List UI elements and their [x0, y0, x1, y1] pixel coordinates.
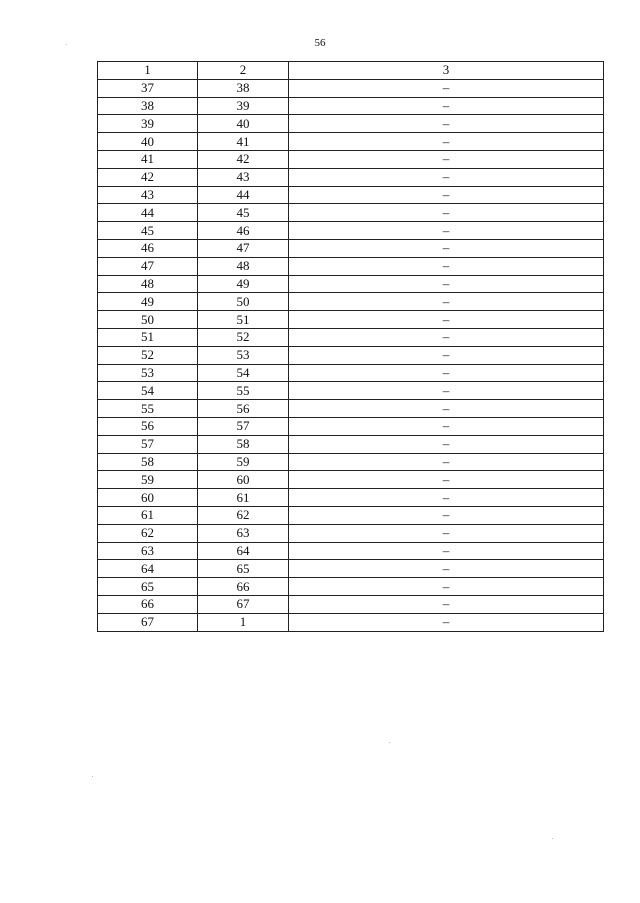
table-cell-col-3: – [289, 168, 604, 186]
table-row [98, 560, 604, 578]
table-cell-col-1: 38 [98, 97, 198, 115]
table-cell-col-2: 61 [198, 489, 289, 507]
table-cell-col-2: 45 [198, 204, 289, 222]
table-cell-col-3: – [289, 382, 604, 400]
table-cell-col-2: 64 [198, 542, 289, 560]
table-cell-col-1: 37 [98, 79, 198, 97]
column-header-2: 2 [198, 62, 289, 80]
table-row [98, 133, 604, 151]
table-row [98, 257, 604, 275]
table-cell-col-1: 64 [98, 560, 198, 578]
table-row [98, 346, 604, 364]
table-cell-col-3: – [289, 435, 604, 453]
table-cell-col-1: 50 [98, 311, 198, 329]
table-cell-col-2: 62 [198, 506, 289, 524]
table-cell-col-2: 59 [198, 453, 289, 471]
table-row [98, 364, 604, 382]
table-cell-col-2: 46 [198, 222, 289, 240]
table-cell-col-1: 45 [98, 222, 198, 240]
table-cell-col-2: 42 [198, 150, 289, 168]
table-cell-col-2: 60 [198, 471, 289, 489]
table-body [98, 79, 604, 631]
table-cell-col-2: 54 [198, 364, 289, 382]
table-row [98, 222, 604, 240]
table-cell-col-3: – [289, 595, 604, 613]
table-cell-col-1: 63 [98, 542, 198, 560]
table-cell-col-3: – [289, 400, 604, 418]
table-cell-col-1: 52 [98, 346, 198, 364]
table-cell-col-1: 44 [98, 204, 198, 222]
table-cell-col-3: – [289, 222, 604, 240]
table-cell-col-2: 41 [198, 133, 289, 151]
table-cell-col-3: – [289, 613, 604, 631]
table-cell-col-3: – [289, 328, 604, 346]
table-row [98, 595, 604, 613]
table-cell-col-2: 40 [198, 115, 289, 133]
table-cell-col-2: 67 [198, 595, 289, 613]
table-row [98, 168, 604, 186]
table-cell-col-2: 43 [198, 168, 289, 186]
table-cell-col-2: 44 [198, 186, 289, 204]
table-cell-col-3: – [289, 204, 604, 222]
table-cell-col-1: 59 [98, 471, 198, 489]
table-row [98, 97, 604, 115]
table-cell-col-2: 53 [198, 346, 289, 364]
table-row [98, 79, 604, 97]
table-cell-col-2: 52 [198, 328, 289, 346]
table-cell-col-3: – [289, 524, 604, 542]
scan-speck [552, 838, 553, 839]
table-cell-col-1: 41 [98, 150, 198, 168]
table-cell-col-1: 43 [98, 186, 198, 204]
table-cell-col-1: 58 [98, 453, 198, 471]
table-cell-col-1: 60 [98, 489, 198, 507]
table-cell-col-1: 46 [98, 239, 198, 257]
table-cell-col-1: 67 [98, 613, 198, 631]
table-row [98, 613, 604, 631]
table-cell-col-2: 1 [198, 613, 289, 631]
table-cell-col-1: 56 [98, 417, 198, 435]
table-cell-col-1: 48 [98, 275, 198, 293]
table-cell-col-3: – [289, 506, 604, 524]
table-cell-col-2: 48 [198, 257, 289, 275]
table-cell-col-2: 49 [198, 275, 289, 293]
table-header-row [98, 62, 604, 80]
table-row [98, 471, 604, 489]
table-cell-col-2: 39 [198, 97, 289, 115]
table-cell-col-3: – [289, 578, 604, 596]
table-cell-col-1: 40 [98, 133, 198, 151]
table-cell-col-2: 66 [198, 578, 289, 596]
table-cell-col-2: 56 [198, 400, 289, 418]
table-cell-col-2: 63 [198, 524, 289, 542]
table-cell-col-2: 38 [198, 79, 289, 97]
table-cell-col-3: – [289, 560, 604, 578]
page-number: 56 [314, 37, 326, 49]
table-cell-col-1: 61 [98, 506, 198, 524]
table-cell-col-1: 39 [98, 115, 198, 133]
table-cell-col-1: 42 [98, 168, 198, 186]
scan-speck [92, 776, 93, 777]
table-cell-col-3: – [289, 257, 604, 275]
table-cell-col-2: 65 [198, 560, 289, 578]
table-cell-col-1: 66 [98, 595, 198, 613]
table-row [98, 115, 604, 133]
table-row [98, 150, 604, 168]
table-row [98, 328, 604, 346]
column-header-3: 3 [289, 62, 604, 80]
table-cell-col-2: 55 [198, 382, 289, 400]
table-cell-col-1: 47 [98, 257, 198, 275]
table-cell-col-1: 53 [98, 364, 198, 382]
table-cell-col-2: 47 [198, 239, 289, 257]
table-cell-col-3: – [289, 542, 604, 560]
table-cell-col-2: 50 [198, 293, 289, 311]
table-cell-col-1: 51 [98, 328, 198, 346]
table-cell-col-3: – [289, 79, 604, 97]
column-header-1: 1 [98, 62, 198, 80]
scan-speck [66, 44, 67, 45]
table-cell-col-1: 55 [98, 400, 198, 418]
table-cell-col-3: – [289, 311, 604, 329]
table-row [98, 400, 604, 418]
table-row [98, 489, 604, 507]
table-cell-col-3: – [289, 364, 604, 382]
table-row [98, 506, 604, 524]
table-cell-col-3: – [289, 453, 604, 471]
table-cell-col-3: – [289, 489, 604, 507]
table-cell-col-1: 54 [98, 382, 198, 400]
table-cell-col-3: – [289, 417, 604, 435]
table-cell-col-3: – [289, 133, 604, 151]
table-row [98, 293, 604, 311]
table-row [98, 186, 604, 204]
table-row [98, 435, 604, 453]
scan-speck [389, 742, 390, 743]
table-cell-col-1: 49 [98, 293, 198, 311]
table-row [98, 542, 604, 560]
table-row [98, 275, 604, 293]
table-cell-col-3: – [289, 275, 604, 293]
table-row [98, 578, 604, 596]
table-cell-col-1: 65 [98, 578, 198, 596]
table-cell-col-3: – [289, 346, 604, 364]
table-cell-col-3: – [289, 150, 604, 168]
table-cell-col-2: 58 [198, 435, 289, 453]
data-table [97, 61, 604, 632]
table-cell-col-3: – [289, 471, 604, 489]
table-row [98, 417, 604, 435]
table-cell-col-2: 57 [198, 417, 289, 435]
table-row [98, 204, 604, 222]
table-cell-col-3: – [289, 186, 604, 204]
table-row [98, 311, 604, 329]
table-cell-col-1: 57 [98, 435, 198, 453]
table-row [98, 239, 604, 257]
table-cell-col-1: 62 [98, 524, 198, 542]
table-row [98, 382, 604, 400]
table-cell-col-3: – [289, 115, 604, 133]
table-cell-col-3: – [289, 239, 604, 257]
table-cell-col-3: – [289, 97, 604, 115]
table-cell-col-3: – [289, 293, 604, 311]
table-cell-col-2: 51 [198, 311, 289, 329]
table-row [98, 524, 604, 542]
table-row [98, 453, 604, 471]
